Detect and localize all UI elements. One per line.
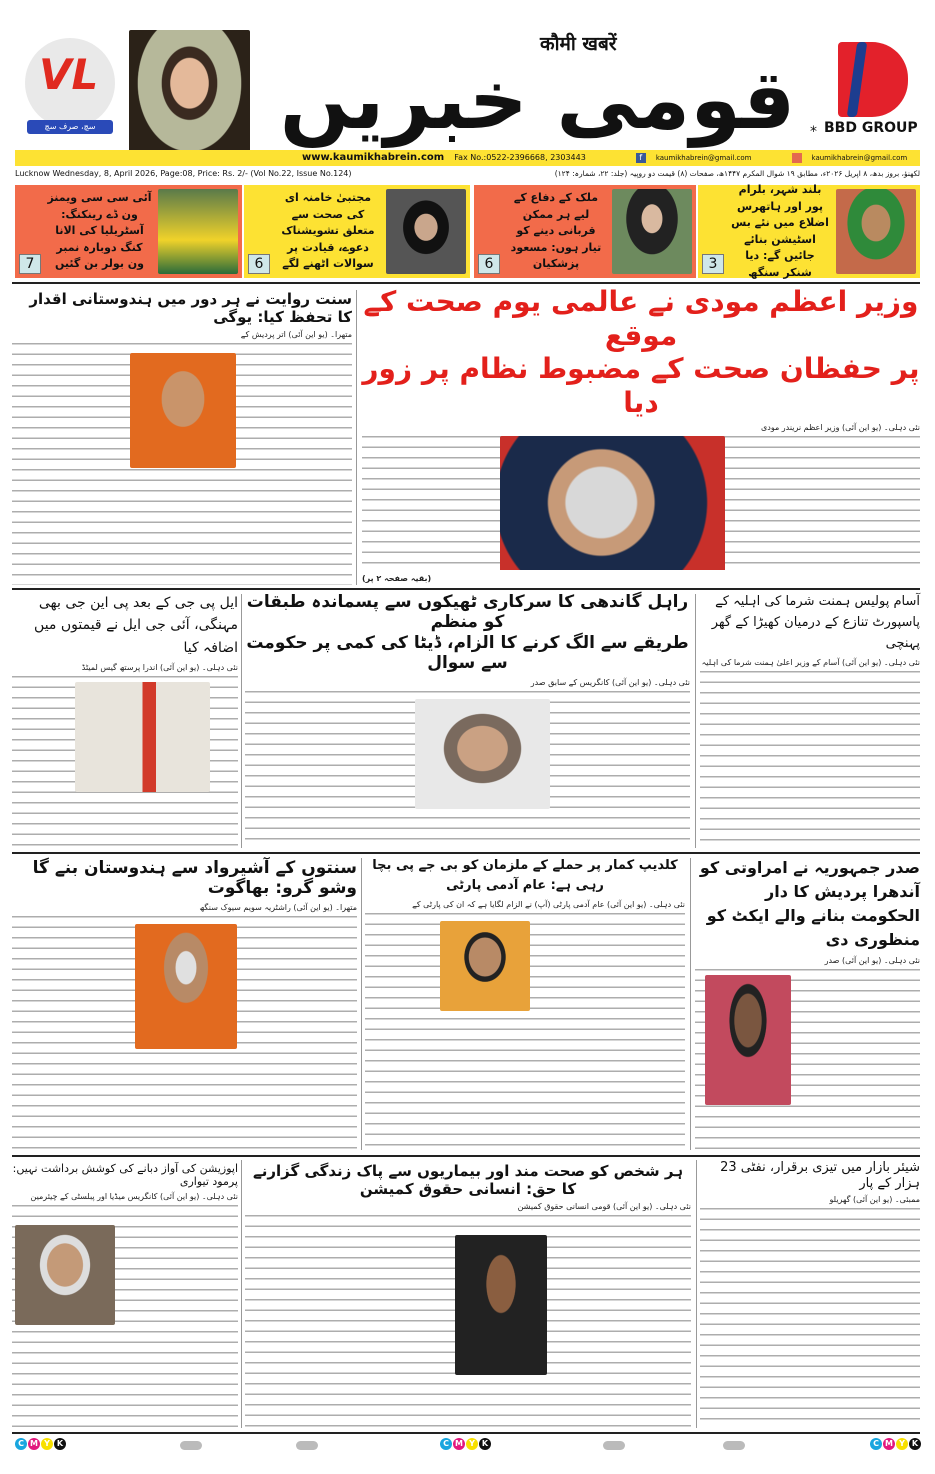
facebook-link[interactable]: kaumikhabrein@gmail.com <box>655 154 752 162</box>
email-link[interactable]: kaumikhabrein@gmail.com <box>811 154 908 162</box>
yogi-photo <box>130 353 236 468</box>
yogi-text <box>12 343 352 585</box>
opposition-text <box>12 1205 238 1428</box>
crop-mark <box>296 1441 318 1450</box>
share-market-text <box>700 1208 920 1428</box>
human-rights-lead: نئی دہلی۔ (یو این آئی) قومی انسانی حقوق کمیشن <box>517 1202 691 1211</box>
opposition-lead: نئی دہلی۔ (یو این آئی) کانگریس میڈیا اور پبلسٹی کے چیئرمین <box>30 1192 238 1202</box>
gas-meter-photo <box>75 682 210 792</box>
modi-headline-line1[interactable]: وزیر اعظم مودی نے عالمی یوم صحت کے موقع <box>363 285 919 352</box>
pezeshkian-photo <box>612 189 692 274</box>
crop-mark <box>723 1441 745 1450</box>
saurabh-photo <box>440 921 530 1011</box>
teaser-text: بلند شہر، بلرام پور اور ہاتھرس اضلاع میں نئے بس اسٹیشن بنائے جائیں گے: دیا شنکر سنگھ <box>731 183 829 279</box>
rahul-lead: نئی دہلی۔ (یو این آئی) کانگریس کے سابق صدر <box>530 677 690 687</box>
president-story <box>695 856 920 1150</box>
teaser-text: مجتبیٰ خامنہ ای کی صحت سے متعلق تشویشناک دعوے، قیادت پر سوالات اٹھنے لگے <box>281 191 375 271</box>
rahul-headline-line2[interactable]: طریقے سے الگ کرنے کا الزام، ڈیٹا کی کمی پر حکومت سے سوال <box>246 632 689 674</box>
modi-story <box>362 285 920 585</box>
modi-headline-line2[interactable]: پر حفظان صحت کے مضبوط نظام پر زور دیا <box>362 352 920 419</box>
judge-photo <box>455 1235 547 1375</box>
rahul-text <box>245 691 690 848</box>
modi-continued[interactable]: (بقیہ صفحہ ۲ پر) <box>362 574 432 583</box>
share-market-story <box>700 1160 920 1428</box>
modi-text <box>362 436 920 570</box>
teaser-pezeshkian[interactable] <box>474 185 696 278</box>
rahul-headline-line1[interactable]: راہل گاندھی کا سرکاری ٹھیکوں سے پسماندہ طبقات کو منظم <box>246 592 689 633</box>
masthead-star: * <box>810 124 817 140</box>
page-number: 6 <box>248 254 270 274</box>
assam-lead: نئی دہلی۔ (یو این آئی) آسام کے وزیر اعلیٰ ہمنت شرما کی اہلیہ <box>701 658 920 668</box>
mail-icon <box>792 153 802 163</box>
registration-mark-right: C M Y K <box>870 1438 921 1450</box>
actress-photo <box>129 30 250 163</box>
lpg-text <box>12 676 238 848</box>
vl-logo-tagline: سچ، صرف سچ <box>27 120 113 134</box>
share-market-headline[interactable]: شیئر بازار میں تیزی برقرار، نفٹی 23 ہزار کے پار <box>720 1160 920 1191</box>
hindi-title: कौमी खबरें <box>540 33 617 55</box>
teaser-text: ملک کے دفاع کے لیے ہر ممکن قربانی دینے کو تیار ہوں: مسعود پزشکیان <box>510 191 602 271</box>
page-number: 6 <box>478 254 500 274</box>
rahul-photo <box>415 699 550 809</box>
minister-photo <box>836 189 916 274</box>
vl-logo <box>25 38 115 131</box>
yogi-lead: متھرا۔ (یو این آئی) اتر پردیش کے <box>240 330 352 339</box>
page-number: 7 <box>19 254 41 274</box>
opposition-headline[interactable]: اپوزیشن کی آواز دبانے کی کوشش برداشت نہیں: پرمود تیواری <box>12 1162 238 1189</box>
dateline-english: Lucknow Wednesday, 8, April 2026, Page:08, Price: Rs. 2/- (Vol No.22, Issue No.124) <box>15 169 352 178</box>
modi-lead: نئی دہلی۔ (یو این آئی) وزیر اعظم نریندر مودی <box>761 423 920 433</box>
bhagwat-photo <box>135 924 237 1049</box>
pramod-tiwari-photo <box>15 1225 115 1325</box>
bhagwat-headline[interactable]: سنتوں کے آشیرواد سے ہندوستان بنے گا وشو گرو: بھاگوت <box>32 858 357 899</box>
bhagwat-story <box>12 858 357 1150</box>
share-market-lead: ممبئی۔ (یو این آئی) گھریلو <box>829 1195 920 1205</box>
fax-number: Fax No.:0522-2396668, 2303443 <box>454 153 586 162</box>
bhagwat-text <box>12 916 357 1150</box>
opposition-story <box>12 1162 238 1428</box>
yogi-headline[interactable]: سنت روایت نے ہر دور میں ہندوستانی اقدار کا تحفظ کیا: یوگی <box>29 290 352 326</box>
president-text <box>695 969 920 1150</box>
modi-photo <box>500 436 725 570</box>
cricketer-photo <box>158 189 238 274</box>
teaser-text: آئی سی سی ویمنز ون ڈے رینکنگ: آسٹریلیا کی الانا کنگ دوبارہ نمبر ون بولر بن گئیں <box>47 191 152 271</box>
brand-name: BBD GROUP <box>824 120 918 136</box>
teaser-cricket[interactable] <box>15 185 242 278</box>
president-headline[interactable]: صدر جمہوریہ نے امراوتی کو آندھرا پردیش کا دار الحکومت بنانے والے ایکٹ کو منظوری دی <box>699 858 920 949</box>
info-bar <box>15 150 920 166</box>
yogi-story <box>12 290 352 585</box>
facebook-icon: f <box>636 153 646 163</box>
kuldeep-story <box>365 856 685 1150</box>
kuldeep-text <box>365 913 685 1150</box>
rahul-story <box>245 592 690 848</box>
masthead-title: قومی خبریں <box>279 53 796 148</box>
human-rights-headline[interactable]: ہر شخص کو صحت مند اور بیماریوں سے پاک زندگی گزارنے کا حق: انسانی حقوق کمیشن <box>252 1162 684 1198</box>
assam-text <box>700 671 920 848</box>
website-link[interactable]: www.kaumikhabrein.com <box>302 152 445 163</box>
crop-mark <box>603 1441 625 1450</box>
president-lead: نئی دہلی۔ (یو این آئی) صدر <box>824 956 920 965</box>
bbd-logo <box>838 42 908 117</box>
dateline <box>15 168 920 180</box>
vl-logo-mark: VL <box>39 50 99 99</box>
bhagwat-lead: متھرا۔ (یو این آئی) راشٹریہ سویم سیوک سنگھ <box>199 902 357 912</box>
registration-mark-left: C M Y K <box>15 1438 66 1450</box>
murmu-photo <box>705 975 791 1105</box>
assam-story <box>700 592 920 848</box>
teaser-bus-stations[interactable] <box>698 185 920 278</box>
page-number: 3 <box>702 254 724 274</box>
assam-headline[interactable]: آسام پولیس ہمنت شرما کی اہلیہ کے پاسپورٹ تنازع کے درمیان کھیڑا کے گھر پہنچی <box>711 594 920 651</box>
kuldeep-lead: نئی دہلی۔ (یو این آئی) عام آدمی پارٹی (آپ) نے الزام لگایا ہے کہ ان کی پارٹی کے <box>412 900 685 910</box>
teaser-khamenei[interactable] <box>244 185 470 278</box>
lpg-headline[interactable]: ایل پی جی کے بعد پی این جی بھی مہنگی، آئی جی ایل نے قیمتوں میں اضافہ کیا <box>34 595 238 656</box>
lpg-lead: نئی دہلی۔ (یو این آئی) اندرا پرستھ گیس لمیٹڈ <box>81 663 238 673</box>
registration-mark-center: C M Y K <box>440 1438 491 1450</box>
kuldeep-headline[interactable]: کلدیپ کمار پر حملے کے ملزمان کو بی جے پی بچا رہی ہے: عام آدمی پارٹی <box>372 858 678 894</box>
human-rights-text <box>245 1215 691 1428</box>
lpg-story <box>12 592 238 848</box>
dateline-urdu: لکھنؤ، بروز بدھ، ۸ اپریل ۲۰۲۶ء، مطابق ۱۹ شوال المکرم ۱۴۴۷ھ، صفحات (۸) قیمت دو روپیہ (جلد: ۲۲، شمارہ: ۱۲۴) <box>554 169 920 178</box>
crop-mark <box>180 1441 202 1450</box>
khamenei-photo <box>386 189 466 274</box>
human-rights-story <box>245 1162 691 1428</box>
